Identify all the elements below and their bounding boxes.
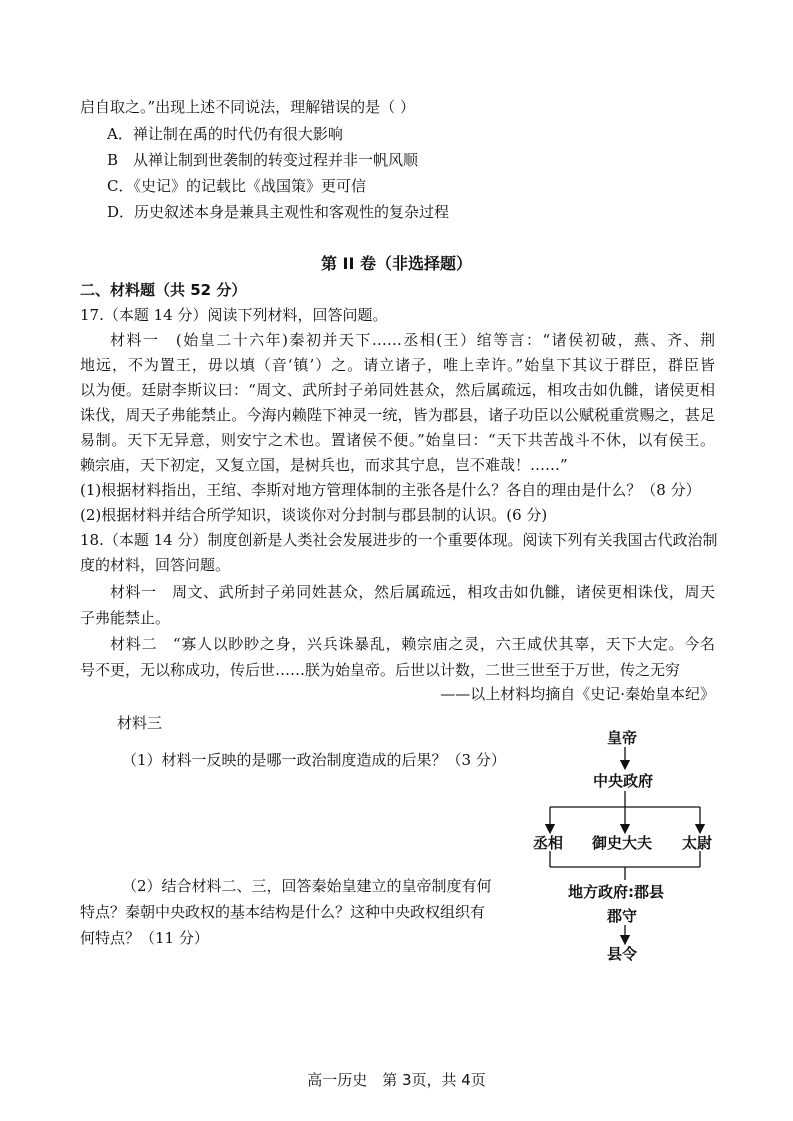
- question-stem-tail: 启自取之。”出现上述不同说法，理解错误的是（ ）: [80, 98, 415, 116]
- emperor-node: 皇帝: [607, 729, 638, 747]
- commandery-governor-node: 郡守: [607, 907, 638, 925]
- q17-material-line: 易制。天下无异意，则安宁之术也。置诸侯不便。”始皇曰：“天下共苦战斗不休，以有侯王。: [80, 431, 715, 449]
- q17-header: 17.（本题 14 分）阅读下列材料，回答问题。: [80, 306, 388, 324]
- q18-subquestion-1: （1）材料一反映的是哪一政治制度造成的后果？（3 分）: [122, 751, 506, 769]
- source-citation: ——以上材料均摘自《史记·秦始皇本纪》: [440, 685, 715, 703]
- central-government-node: 中央政府: [593, 772, 654, 790]
- q17-material-line: 地远，不为置王，毋以填（音‘镇’）之。请立诸子，唯上幸许。”始皇下其议于群臣，群臣皆: [80, 356, 715, 374]
- q18-material1: 子弗能禁止。: [80, 609, 171, 627]
- q17-material-line: 赖宗庙，天下初定，又复立国，是树兵也，而求其宁息，岂不难哉！……”: [80, 456, 568, 474]
- option-b: B 从禅让制到世袭制的转变过程并非一帆风顺: [107, 151, 419, 169]
- local-government-node: 地方政府:郡县: [568, 883, 664, 901]
- q17-material-line: 材料一 (始皇二十六年)秦初并天下……丞相(王）绾等言：“诸侯初破，燕、齐、荆: [110, 331, 715, 349]
- q18-header: 18.（本题 14 分）制度创新是人类社会发展进步的一个重要体现。阅读下列有关我国古代政治制: [80, 531, 718, 549]
- county-magistrate-node: 县令: [607, 945, 638, 963]
- marshal-node: 太尉: [682, 834, 713, 852]
- q18-material2: 材料二 “寡人以眇眇之身，兴兵诛暴乱，赖宗庙之灵，六王咸伏其辜，天下大定。今名: [110, 635, 715, 653]
- q18-header: 度的材料，回答问题。: [80, 556, 231, 574]
- q18-subquestion-2: 何特点？（11 分）: [80, 929, 209, 947]
- q17-material-line: 以为便。廷尉李斯议曰：“周文、武所封子弟同姓甚众，然后属疏远，相攻击如仇雠，诸侯更相: [80, 381, 715, 399]
- q18-material3-label: 材料三: [117, 714, 163, 732]
- section-title: 二、材料题（共 52 分）: [80, 281, 247, 299]
- q17-material-line: 诛伐，周天子弗能禁止。今海内赖陛下神灵一统，皆为郡县，诸子功臣以公赋税重赏赐之，甚足: [80, 406, 715, 424]
- volume-title: 第 II 卷（非选择题）: [320, 254, 473, 273]
- q18-material2: 号不更，无以称成功，传后世……朕为始皇帝。后世以计数，二世三世至于万世，传之无穷: [80, 661, 681, 679]
- q17-subquestion-1: (1)根据材料指出，王绾、李斯对地方管理体制的主张各是什么？各自的理由是什么？（8 分）: [80, 481, 701, 499]
- q17-subquestion-2: (2)根据材料并结合所学知识，谈谈你对分封制与郡县制的认识。(6 分): [80, 506, 548, 524]
- government-structure-diagram: [510, 725, 740, 970]
- page-footer: 高一历史 第 3页，共 4页: [307, 1071, 486, 1089]
- q18-material1: 材料一 周文、武所封子弟同姓甚众，然后属疏远，相攻击如仇雠，诸侯更相诛伐，周天: [110, 583, 715, 601]
- censor-node: 御史大夫: [592, 834, 653, 852]
- option-a: A．禅让制在禹的时代仍有很大影响: [107, 125, 343, 143]
- q18-subquestion-2: 特点？秦朝中央政权的基本结构是什么？这种中央政权组织有: [80, 903, 486, 921]
- option-d: D．历史叙述本身是兼具主观性和客观性的复杂过程: [107, 203, 450, 221]
- q18-subquestion-2: （2）结合材料二、三，回答秦始皇建立的皇帝制度有何: [122, 877, 492, 895]
- option-c: C．《史记》的记载比《战国策》更可信: [107, 177, 366, 195]
- chancellor-node: 丞相: [533, 834, 564, 852]
